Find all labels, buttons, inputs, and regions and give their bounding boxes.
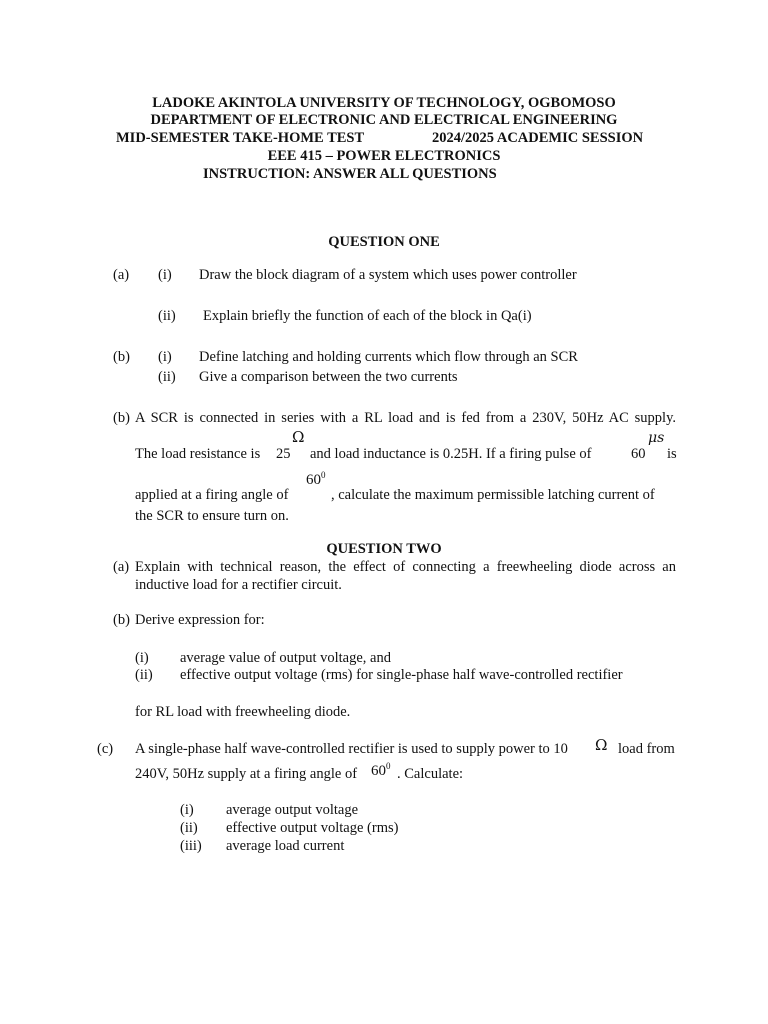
department-name: DEPARTMENT OF ELECTRONIC AND ELECTRICAL ENGINEERING bbox=[150, 112, 618, 128]
university-name: LADOKE AKINTOLA UNIVERSITY OF TECHNOLOGY, OGBOMOSO bbox=[152, 95, 616, 111]
firing-pulse-value: 60 bbox=[631, 446, 646, 462]
q2-c-ii-label: (ii) bbox=[180, 820, 198, 836]
q2-c-iii-label: (iii) bbox=[180, 838, 202, 854]
q2-b-text: Derive expression for: bbox=[135, 612, 265, 628]
q2-b-ii-label: (ii) bbox=[135, 667, 153, 683]
q1-b-ii-text: Give a comparison between the two currents bbox=[199, 369, 458, 385]
q2-c-ii-text: effective output voltage (rms) bbox=[226, 820, 399, 836]
question-one-title: QUESTION ONE bbox=[328, 234, 440, 250]
q1-a-ii-text: Explain briefly the function of each of the block in Qa(i) bbox=[203, 308, 532, 324]
q1-b-i-label: (i) bbox=[158, 349, 172, 365]
q1-c-label: (b) bbox=[113, 410, 130, 426]
ohm-symbol-q2: Ω bbox=[595, 736, 608, 754]
q1-b-label: (b) bbox=[113, 349, 130, 365]
q1-a-label: (a) bbox=[113, 267, 130, 283]
q2-firing-angle-value: $60^0$ bbox=[371, 761, 391, 779]
question-two-title: QUESTION TWO bbox=[326, 541, 442, 557]
microsecond-symbol: μs bbox=[648, 430, 665, 446]
q2-a-line1: Explain with technical reason, the effect of connecting a freewheeling diode across an bbox=[135, 559, 676, 575]
q2-c-line2-start: 240V, 50Hz supply at a firing angle of bbox=[135, 766, 358, 782]
q2-b-i-label: (i) bbox=[135, 650, 149, 666]
q2-c-line1-start: A single-phase half wave-controlled rectifier is used to supply power to 10 bbox=[135, 741, 568, 757]
q1-c-line4: the SCR to ensure turn on. bbox=[135, 508, 289, 524]
q1-c-line2-start: The load resistance is bbox=[135, 446, 261, 462]
ohm-symbol: Ω bbox=[292, 428, 305, 446]
q2-b-label: (b) bbox=[113, 612, 130, 628]
q2-c-line2-end: . Calculate: bbox=[397, 766, 464, 782]
test-title: MID-SEMESTER TAKE-HOME TEST bbox=[116, 130, 365, 146]
q1-a-i-label: (i) bbox=[158, 267, 172, 283]
q1-a-i-text: Draw the block diagram of a system which uses power controller bbox=[199, 267, 577, 283]
q2-c-iii-text: average load current bbox=[226, 838, 345, 854]
q1-c-line3-start: applied at a firing angle of bbox=[135, 487, 289, 503]
q2-c-line1-end: load from bbox=[618, 741, 675, 757]
load-resistance-value: 25 bbox=[276, 446, 291, 462]
q1-c-line2-end: is bbox=[667, 446, 677, 462]
q1-c-line2-middle: and load inductance is 0.25H. If a firing pulse of bbox=[310, 446, 592, 462]
q1-b-ii-label: (ii) bbox=[158, 369, 176, 385]
academic-session: 2024/2025 ACADEMIC SESSION bbox=[432, 130, 644, 146]
q2-c-i-label: (i) bbox=[180, 802, 194, 818]
q1-c-line1: A SCR is connected in series with a RL load and is fed from a 230V, 50Hz AC supply. bbox=[135, 410, 676, 426]
instruction: INSTRUCTION: ANSWER ALL QUESTIONS bbox=[203, 166, 497, 182]
q2-b-ii-text: effective output voltage (rms) for single-phase half wave-controlled rectifier bbox=[180, 667, 623, 683]
q1-a-ii-label: (ii) bbox=[158, 308, 176, 324]
course-title: EEE 415 – POWER ELECTRONICS bbox=[267, 148, 501, 164]
q2-b-tail: for RL load with freewheeling diode. bbox=[135, 704, 351, 720]
q2-b-i-text: average value of output voltage, and bbox=[180, 650, 391, 666]
q2-c-i-text: average output voltage bbox=[226, 802, 359, 818]
q2-c-label: (c) bbox=[97, 741, 114, 757]
q2-a-label: (a) bbox=[113, 559, 130, 575]
q1-b-i-text: Define latching and holding currents which flow through an SCR bbox=[199, 349, 578, 365]
q1-c-line3-end: , calculate the maximum permissible latching current of bbox=[331, 487, 655, 503]
firing-angle-value: $60^0$ bbox=[306, 470, 326, 488]
q2-a-line2: inductive load for a rectifier circuit. bbox=[135, 577, 342, 593]
